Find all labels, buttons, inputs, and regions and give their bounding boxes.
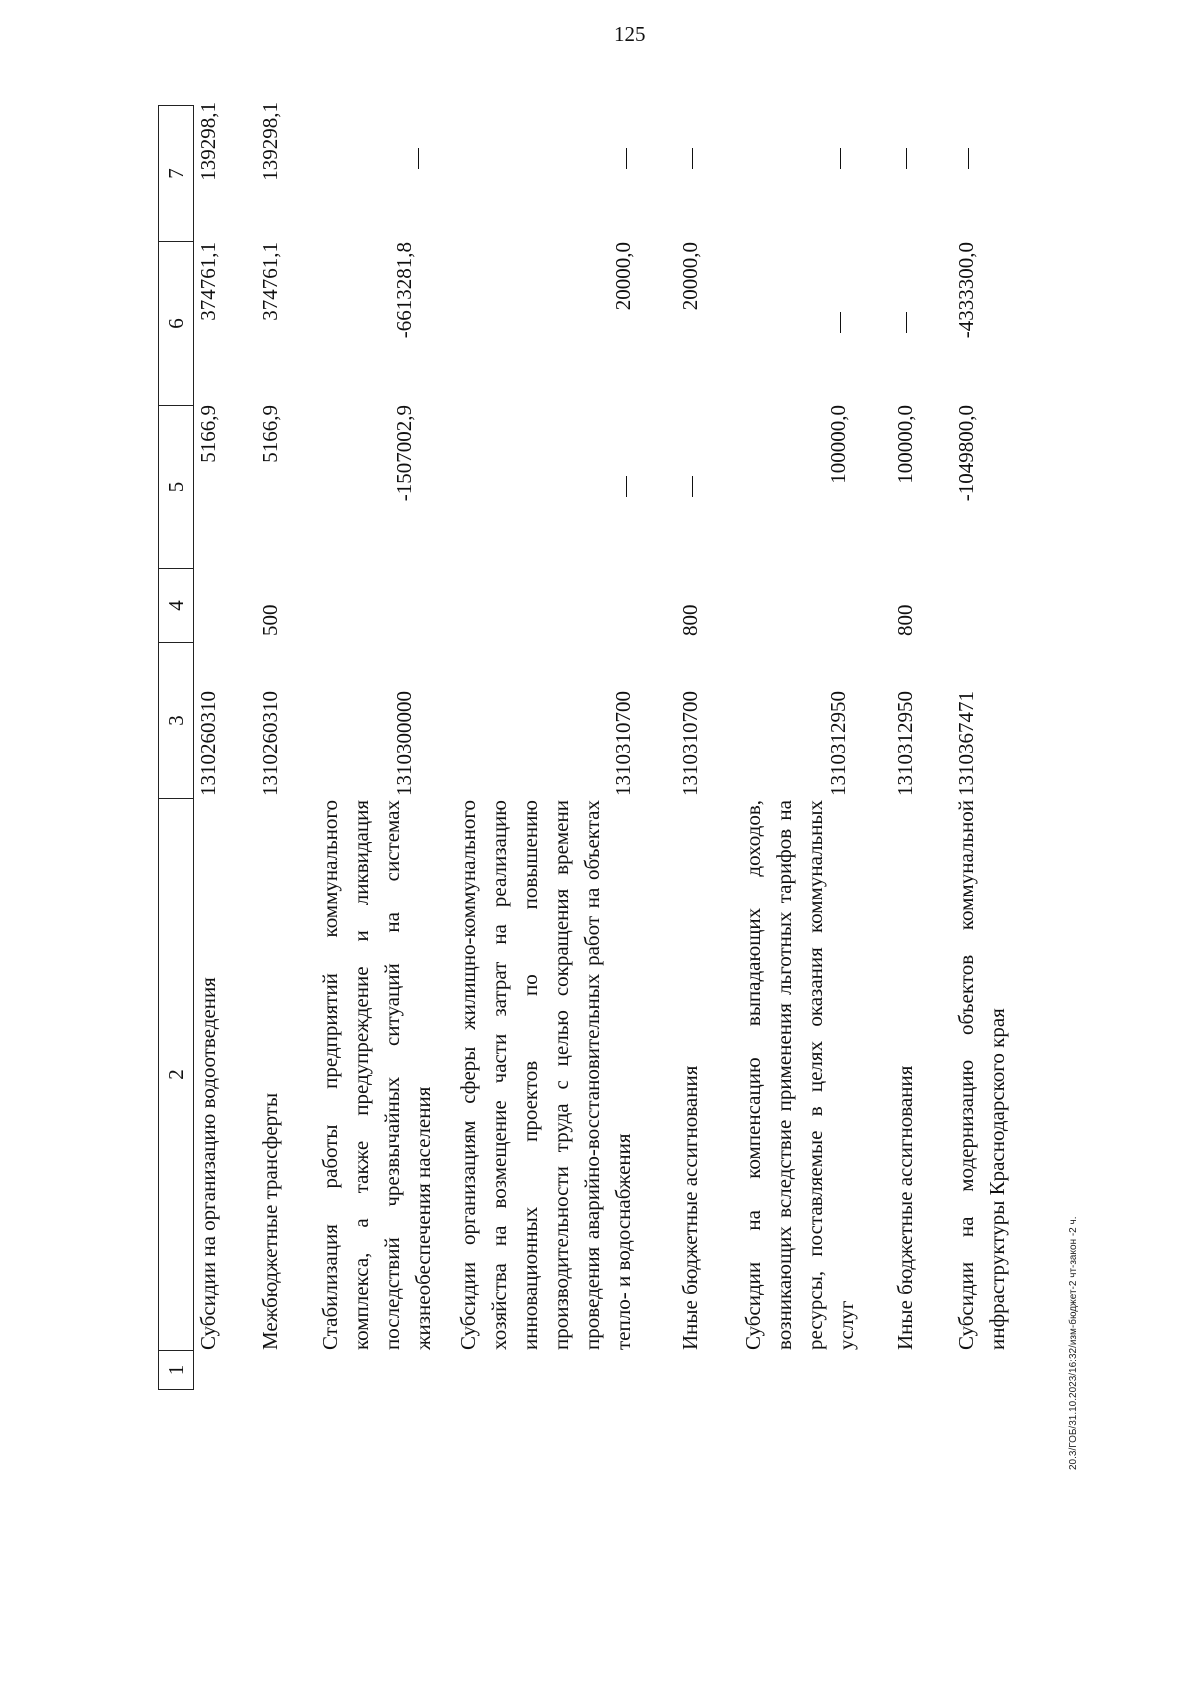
header-col-5: 5 bbox=[158, 405, 194, 569]
row-7-code: 1310312950 bbox=[893, 691, 917, 796]
header-col-4: 4 bbox=[158, 568, 194, 643]
row-7-c6-dash bbox=[906, 312, 907, 333]
row-7-c5: 100000,0 bbox=[893, 405, 917, 484]
row-6-c7-dash bbox=[840, 148, 841, 169]
row-2-c7: 139298,1 bbox=[258, 102, 282, 181]
row-2-c5: 5166,9 bbox=[258, 405, 282, 463]
header-col-2: 2 bbox=[158, 798, 194, 1351]
row-5-c5-dash bbox=[692, 476, 693, 497]
row-7-name: Иные бюджетные ассигнования bbox=[893, 1065, 917, 1350]
row-8-c6: -4333300,0 bbox=[954, 242, 978, 339]
page-number: 125 bbox=[614, 22, 646, 46]
row-8-code: 1310367471 bbox=[954, 691, 978, 796]
row-4-c6: 20000,0 bbox=[611, 242, 635, 311]
budget-table bbox=[158, 30, 1200, 1390]
row-8-c7-dash bbox=[968, 148, 969, 169]
row-6-code: 1310312950 bbox=[826, 691, 850, 796]
row-6-c6-dash bbox=[840, 312, 841, 333]
row-7-c7-dash bbox=[906, 148, 907, 169]
row-5-vr: 800 bbox=[678, 604, 702, 636]
row-4-name: Субсидии организациям сферы жилищно-коммунального хозяйства на возмещение части затрат на реализацию инновационных проектов по повышению производительности труда с целью сокращения времени проведения аварийно-восстановительных работ на объектах тепло- и водоснабжения bbox=[456, 800, 635, 1350]
row-3-code: 1310300000 bbox=[392, 691, 416, 796]
document-footer: 20.3/ГОБ/31.10.2023/16:32/изм-бюджет-2 чт-закон -2 ч. bbox=[1068, 1216, 1079, 1470]
row-8-name: Субсидии на модернизацию объектов коммунальной инфраструктуры Краснодарского края bbox=[954, 800, 1009, 1350]
row-2-name: Межбюджетные трансферты bbox=[258, 1092, 282, 1350]
row-5-code: 1310310700 bbox=[678, 691, 702, 796]
row-5-c6: 20000,0 bbox=[678, 242, 702, 311]
row-5-c7-dash bbox=[692, 148, 693, 169]
row-6-name: Субсидии на компенсацию выпадающих доходов, возникающих вследствие применения льготных тарифов на ресурсы, поставляемые в целях оказания коммунальных услуг bbox=[741, 800, 858, 1350]
row-3-name: Стабилизация работы предприятий коммунального комплекса, а также предупреждение и ликвидация последствий чрезвычайных ситуаций на системах жизнеобеспечения населения bbox=[318, 800, 435, 1350]
row-3-c5: -1507002,9 bbox=[392, 405, 416, 502]
row-4-c5-dash bbox=[626, 476, 627, 497]
header-col-1: 1 bbox=[158, 1350, 194, 1390]
row-5-name: Иные бюджетные ассигнования bbox=[678, 1065, 702, 1350]
row-3-c6: -6613281,8 bbox=[392, 242, 416, 339]
row-1-c5: 5166,9 bbox=[196, 405, 220, 463]
row-6-c5: 100000,0 bbox=[826, 405, 850, 484]
row-2-vr: 500 bbox=[258, 604, 282, 636]
row-3-c7-dash bbox=[418, 148, 419, 169]
row-1-c6: 374761,1 bbox=[196, 242, 220, 321]
row-8-c5: -1049800,0 bbox=[954, 405, 978, 502]
row-2-code: 1310260310 bbox=[258, 691, 282, 796]
header-col-7: 7 bbox=[158, 105, 194, 242]
row-4-c7-dash bbox=[626, 148, 627, 169]
row-4-code: 1310310700 bbox=[611, 691, 635, 796]
header-col-6: 6 bbox=[158, 241, 194, 406]
row-1-name: Субсидии на организацию водоотведения bbox=[196, 977, 220, 1350]
header-col-3: 3 bbox=[158, 642, 194, 799]
row-1-code: 1310260310 bbox=[196, 691, 220, 796]
row-7-vr: 800 bbox=[893, 604, 917, 636]
row-2-c6: 374761,1 bbox=[258, 242, 282, 321]
row-1-c7: 139298,1 bbox=[196, 102, 220, 181]
